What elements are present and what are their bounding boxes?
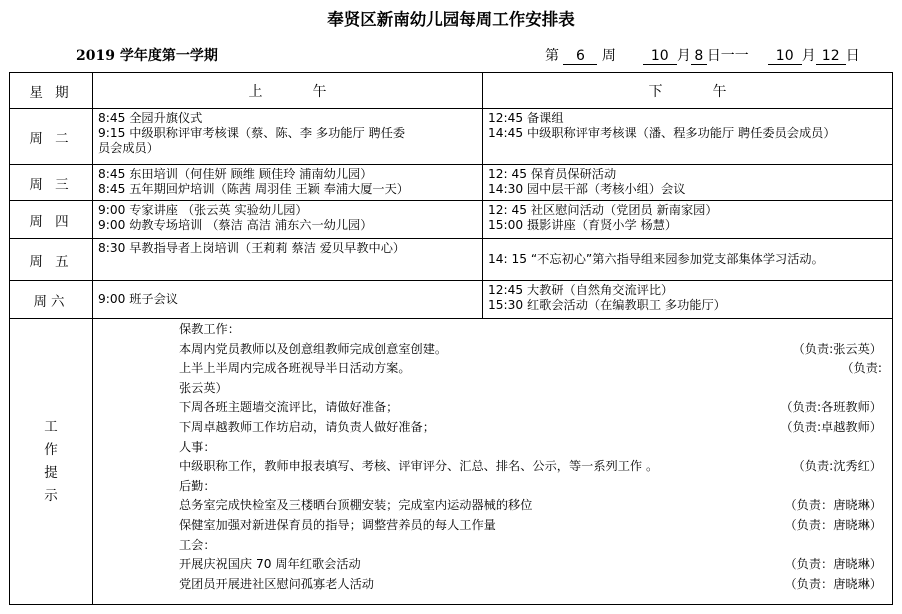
- end-month: 10: [768, 49, 802, 65]
- pm-cell: [483, 165, 893, 201]
- tip-line: 中级职称工作，教师申报表填写、考核、评审评分、汇总、排名、公示，等一系列工作 。 （负责:沈秀红）: [179, 459, 882, 474]
- tip-line: 上半上半周内完成各班视导半日活动方案。 （负责:: [179, 361, 882, 376]
- tip-line: 总务室完成快检室及三楼晒台顶棚安装；完成室内运动器械的移位 （负责：唐晓琳）: [179, 498, 882, 513]
- month-char: 月: [676, 48, 691, 64]
- am-cell: [93, 201, 483, 239]
- schedule-item: 12:45 大教研（自然角交流评比）: [488, 283, 674, 297]
- tip-line: 后勤：: [179, 478, 216, 493]
- header-row: [10, 73, 893, 109]
- schedule-item: 14: 15 “不忘初心”第六指导组来园参加党支部集体学习活动。: [488, 252, 824, 266]
- tips-row: [10, 319, 893, 605]
- document-title: 奉贤区新南幼儿园每周工作安排表: [327, 10, 575, 29]
- tip-line: 下周卓越教师工作坊启动，请负责人做好准备； （负责:卓越教师）: [179, 419, 882, 434]
- week-number: 6: [563, 49, 597, 65]
- weekday-header: 星 期: [10, 73, 93, 109]
- start-month: 10: [643, 49, 677, 65]
- schedule-item: 8:45 五年期回炉培训（陈茜 周羽佳 王颖 奉浦大厦一天）: [98, 182, 409, 196]
- day-label: 周 三: [10, 165, 93, 201]
- day-label: 周 四: [10, 201, 93, 239]
- week-suffix: 周: [601, 48, 616, 64]
- schedule-item: 14:30 园中层干部（考核小组）会议: [488, 182, 686, 196]
- day-label: 周 五: [10, 239, 93, 281]
- table-row: [10, 201, 893, 239]
- end-day: 12: [816, 49, 846, 65]
- day-char: 日: [845, 48, 860, 64]
- schedule-item: 8:30 早教指导者上岗培训（王莉莉 蔡洁 爱贝早教中心）: [98, 241, 406, 255]
- tip-line: 本周内党员教师以及创意组教师完成创意室创建。 （负责:张云英）: [179, 341, 882, 356]
- week-range: [545, 45, 860, 65]
- schedule-item: 员会成员）: [98, 141, 159, 155]
- tip-line: 保健室加强对新进保育员的指导；调整营养员的每人工作量 （负责：唐晓琳）: [179, 517, 882, 532]
- month-char-end: 月: [801, 48, 816, 64]
- day-label: 周六: [10, 281, 93, 319]
- pm-header: 下午: [483, 73, 893, 109]
- tip-line: 下周各班主题墙交流评比，请做好准备； （负责:各班教师）: [179, 400, 882, 415]
- start-day: 8: [691, 49, 707, 65]
- term-label: 2019 学年度第一学期: [76, 48, 218, 64]
- pm-cell: [483, 109, 893, 165]
- am-cell: [93, 281, 483, 319]
- pm-cell: [483, 201, 893, 239]
- table-row: [10, 239, 893, 281]
- schedule-item: 9:00 专家讲座 （张云英 实验幼儿园）: [98, 203, 308, 217]
- tips-content: [93, 319, 893, 605]
- tip-line: 党团员开展进社区慰问孤寡老人活动 （负责：唐晓琳）: [179, 576, 882, 591]
- schedule-table: [9, 72, 893, 605]
- am-cell: [93, 239, 483, 281]
- date-separator: 日一一: [706, 48, 749, 64]
- day-label: 周 二: [10, 109, 93, 165]
- tip-line: 张云英）: [179, 380, 228, 395]
- schedule-item: 15:30 红歌会活动（在编教职工 多功能厅）: [488, 298, 726, 312]
- schedule-item: 12: 45 保育员保研活动: [488, 167, 617, 181]
- am-header: 上午: [93, 73, 483, 109]
- am-cell: [93, 109, 483, 165]
- tips-label: 工 作 提 示: [10, 319, 93, 605]
- schedule-item: 8:45 东田培训（何佳妍 顾维 顾佳玲 浦南幼儿园）: [98, 167, 373, 181]
- tip-line: 工会：: [179, 537, 216, 552]
- pm-cell: [483, 239, 893, 281]
- schedule-item: 12: 45 社区慰问活动（党团员 新南家园）: [488, 203, 718, 217]
- schedule-item: 8:45 全园升旗仪式: [98, 111, 203, 125]
- tip-line: 保教工作：: [179, 322, 240, 336]
- schedule-item: 15:00 摄影讲座（育贤小学 杨慧）: [488, 218, 678, 232]
- schedule-item: 9:00 幼教专场培训 （蔡洁 高洁 浦东六一幼儿园）: [98, 218, 373, 232]
- tip-line: 人事：: [179, 439, 216, 454]
- schedule-item: 9:15 中级职称评审考核课（蔡、陈、李 多功能厅 聘任委: [98, 126, 406, 140]
- schedule-item: 12:45 备课组: [488, 111, 564, 125]
- table-row: [10, 165, 893, 201]
- am-cell: [93, 165, 483, 201]
- tip-line: 开展庆祝国庆 70 周年红歌会活动 （负责：唐晓琳）: [179, 557, 882, 572]
- pm-cell: [483, 281, 893, 319]
- schedule-item: 9:00 班子会议: [98, 292, 178, 306]
- table-row: [10, 281, 893, 319]
- week-prefix: 第: [545, 48, 559, 64]
- schedule-item: 14:45 中级职称评审考核课（潘、程多功能厅 聘任委员会成员）: [488, 126, 836, 140]
- table-row: [10, 109, 893, 165]
